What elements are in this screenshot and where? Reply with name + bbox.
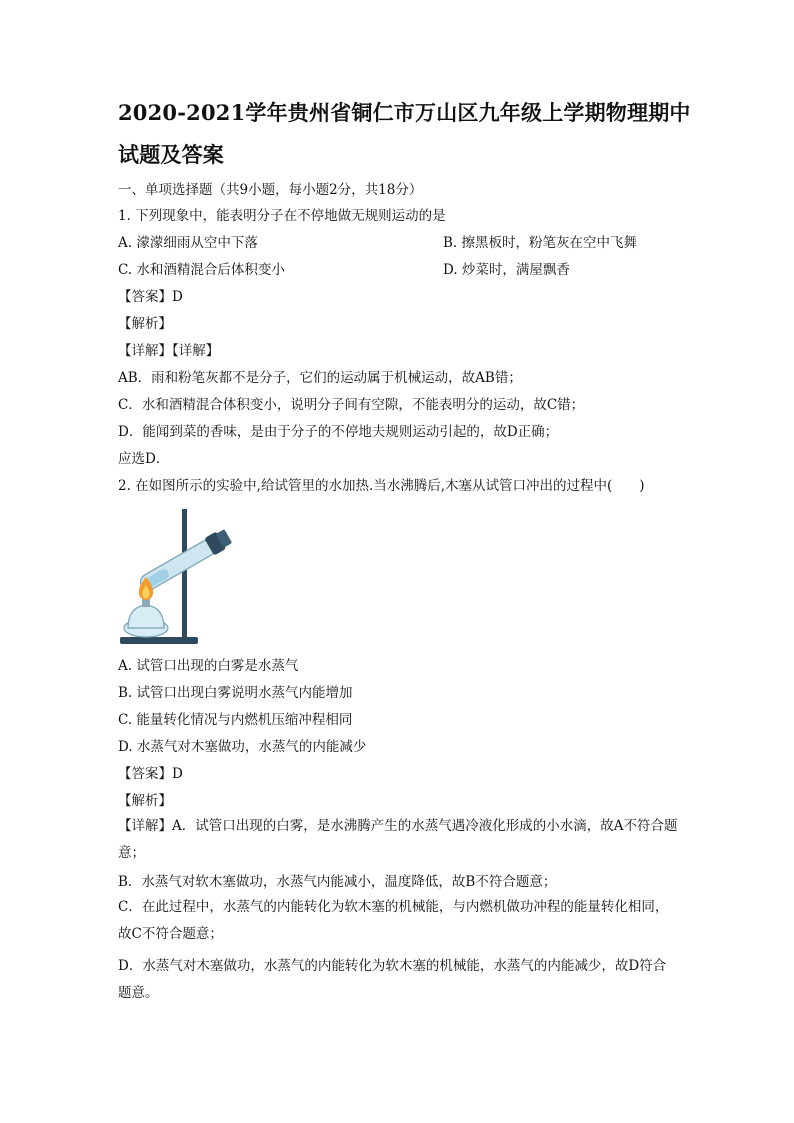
title-line-1: 2020-2021学年贵州省铜仁市万山区九年级上学期物理期中 [118,100,691,125]
q2-answer: 【答案】D [118,766,183,782]
title-line-2: 试题及答案 [118,142,224,167]
q2-explanation-d: D．水蒸气对木塞做功，水蒸气的内能转化为软木塞的机械能，水蒸气的内能减少，故D符合题意。 [118,958,667,1001]
q1-analysis-label: 【解析】 [118,316,172,332]
q1-option-b: B. 擦黑板时，粉笔灰在空中飞舞 [443,235,638,251]
q2-analysis-label: 【解析】 [118,793,172,809]
q2-option-c: C. 能量转化情况与内燃机压缩冲程相同 [118,712,353,728]
q2-option-a: A. 试管口出现的白雾是水蒸气 [118,658,299,674]
section-heading: 一、单项选择题（共9小题，每小题2分，共18分） [118,182,423,198]
q1-option-c: C. 水和酒精混合后体积变小 [118,262,285,278]
q1-answer: 【答案】D [118,289,183,305]
q2-explanation-b: B．水蒸气对软木塞做功，水蒸气内能减小，温度降低，故B不符合题意； [118,874,557,890]
q2-explanation-c: C．在此过程中，水蒸气的内能转化为软木塞的机械能，与内燃机做功冲程的能量转化相同，故C不符合题意； [118,899,669,942]
q1-option-d: D. 炒菜时，满屋飘香 [443,262,570,278]
q1-stem: 1. 下列现象中，能表明分子在不停地做无规则运动的是 [118,208,446,224]
document-title [118,92,698,176]
test-tube-heating-apparatus-icon [118,505,238,650]
q1-explanation-c: C．水和酒精混合体积变小，说明分子间有空隙，不能表明分的运动，故C错； [118,397,585,413]
q1-explanation-d: D．能闻到菜的香味，是由于分子的不停地夫规则运动引起的，故D正确； [118,424,559,440]
test-tube-heating-figure [118,505,238,650]
q1-conclusion: 应选D． [118,451,170,467]
q2-option-d: D. 水蒸气对木塞做功，水蒸气的内能减少 [118,739,367,755]
q1-explanation-ab: AB．雨和粉笔灰都不是分子，它们的运动属于机械运动，故AB错； [118,370,522,386]
q2-option-b: B. 试管口出现白雾说明水蒸气内能增加 [118,685,353,701]
q2-stem: 2. 在如图所示的实验中,给试管里的水加热.当水沸腾后,木塞从试管口冲出的过程中( ) [118,478,645,494]
q1-detail-label: 【详解】【详解】 [118,343,220,359]
q1-option-a: A. 濛濛细雨从空中下落 [118,235,258,251]
q2-explanation-a: 【详解】A．试管口出现的白雾，是水沸腾产生的水蒸气遇冷液化形成的小水滴，故A不符合题意； [118,818,678,861]
